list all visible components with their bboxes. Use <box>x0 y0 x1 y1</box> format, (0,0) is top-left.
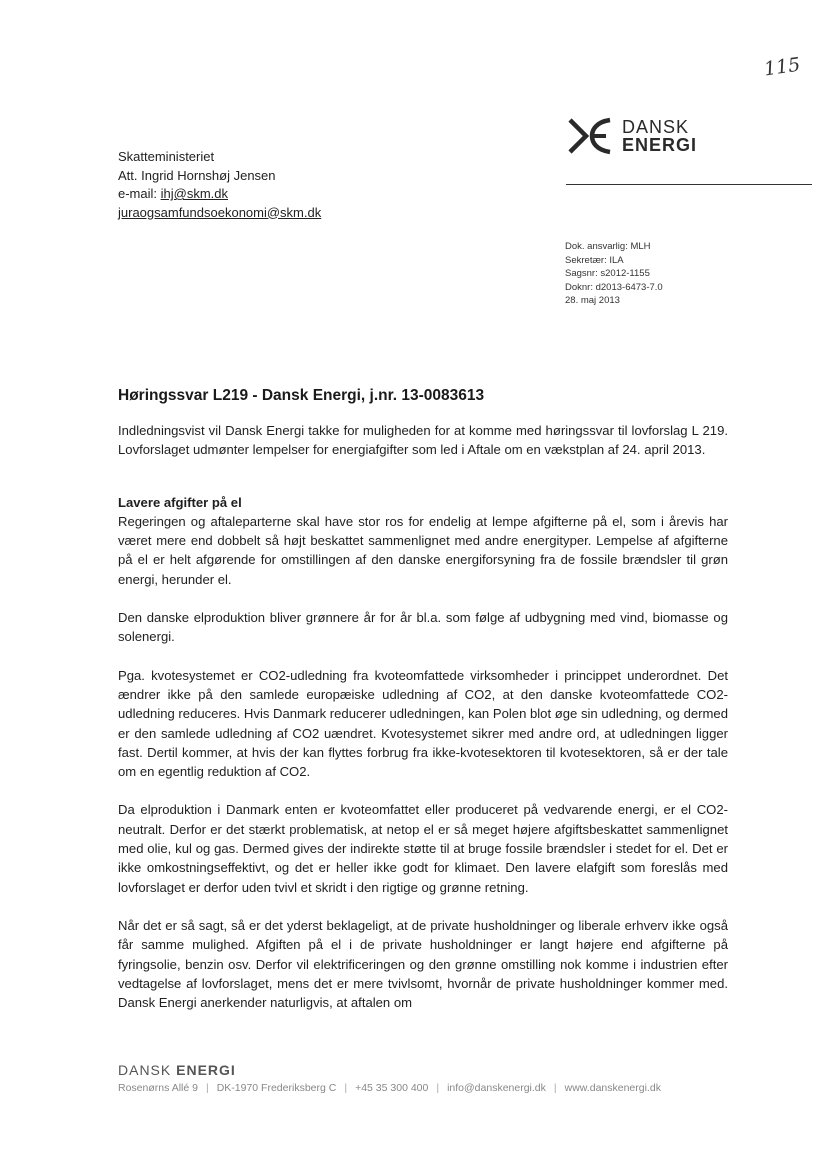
logo-text-line2: ENERGI <box>622 135 698 155</box>
meta-secretary: Sekretær: ILA <box>565 254 624 266</box>
meta-doc-number: Doknr: d2013-6473-7.0 <box>565 281 663 293</box>
footer <box>118 1062 738 1094</box>
meta-date: 28. maj 2013 <box>565 295 620 306</box>
recipient-org: Skatteministeriet <box>118 149 215 164</box>
footer-logo-line1: DANSK <box>118 1062 172 1078</box>
footer-contacts: Rosenørns Allé 9 | DK-1970 Frederiksberg C | +45 35 300 400 | info@danskenergi.dk | www.danskenergi.dk <box>118 1082 661 1094</box>
header-rule <box>566 184 812 185</box>
footer-email-link[interactable]: info@danskenergi.dk <box>447 1082 546 1094</box>
recipient-att: Att. Ingrid Hornshøj Jensen <box>118 167 276 183</box>
body-paragraph: Regeringen og aftaleparterne skal have stor ros for endelig at lempe afgifterne på el, som i årevis har været mere end dobbelt så højt beskattet sammenlignet med andre energityper. Lempelse af afgifterne på el er helt afgørende for omstillingen af den danske energiforsyning fra de fossile brændsler til grøn energi, herunder el. <box>118 513 728 587</box>
email-link-2[interactable]: juraogsamfundsoekonomi@skm.dk <box>118 204 322 220</box>
handwritten-page-number: 115 <box>762 53 802 81</box>
intro-paragraph: Indledningsvist vil Dansk Energi takke for muligheden for at komme med høringssvar til lovforslag L 219. Lovforslaget udmønter lempelser for energiafgifter som led i Aftale om en vækstplan af 24. april 2013. <box>118 423 728 458</box>
email-label: e-mail: <box>118 186 161 201</box>
footer-phone: +45 35 300 400 <box>355 1082 429 1094</box>
footer-logo-line2: ENERGI <box>176 1062 236 1078</box>
recipient-block <box>118 148 321 222</box>
meta-case-number: Sagsnr: s2012-1155 <box>565 268 650 279</box>
section-heading: Lavere afgifter på el <box>118 494 242 510</box>
footer-city: DK-1970 Frederiksberg C <box>216 1082 337 1094</box>
footer-website-link[interactable]: www.danskenergi.dk <box>564 1082 661 1094</box>
footer-logo <box>118 1062 738 1078</box>
document-meta <box>565 240 663 308</box>
document-title: Høringssvar L219 - Dansk Energi, j.nr. 13-0083613 <box>118 387 485 404</box>
meta-responsible: Dok. ansvarlig: MLH <box>565 241 651 252</box>
body-paragraph: Når det er så sagt, så er det yderst beklageligt, at de private husholdninger og liberale erhverv ikke også får samme mulighed. Afgiften på el i de private husholdninger er langt højere end afgifterne på fyringsolie, benzin osv. Derfor vil elektrificeringen og den grønne omstilling nok komme i industrien efter vedtagelse af lovforslaget, mens det er mere tvivlsomt, hvornår de private husholdninger kommer med. Dansk Energi anerkender naturligvis, at aftalen om <box>118 917 728 1011</box>
logo-text-line1: DANSK <box>622 117 690 137</box>
recipient-email-line <box>118 185 321 204</box>
body-paragraph: Da elproduktion i Danmark enten er kvoteomfattet eller produceret på vedvarende energi, er el CO2-neutralt. Derfor er det stærkt problematisk, at netop el er så meget højere afgiftsbeskattet sammenlignet med olie, kul og gas. Dermed gives der indirekte støtte til at bruge fossile brændsler i stedet for el. Det er ikke omkostningseffektivt, og det er heller ikke godt for klimaet. Den lavere elafgift som foreslås med lovforslaget er derfor uden tvivl et skridt i den rigtige og grønne retning. <box>118 802 728 895</box>
body-paragraph: Pga. kvotesystemet er CO2-udledning fra kvoteomfattede virksomheder i princippet underordnet. Det ændrer ikke på den samlede europæiske udledning af CO2, at den danske kvoteomfattede CO2-udledning reduceres. Hvis Danmark reducerer udledningen, kan Polen blot øge sin udledning, og dermed er den samlede udledning af CO2 uændret. Kvotesystemet sikrer med andre ord, at udledningen ligger fast. Dertil kommer, at hvis der kan flyttes forbrug fra ikke-kvotesektoren til kvotesektoren, så er der tale om en egentlig reduktion af CO2. <box>118 667 728 780</box>
dansk-energi-emblem-icon <box>566 116 614 156</box>
body-paragraph: Den danske elproduktion bliver grønnere år for år bl.a. som følge af udbygning med vind, biomasse og solenergi. <box>118 610 728 645</box>
dansk-energi-logo <box>566 116 706 160</box>
footer-address: Rosenørns Allé 9 <box>118 1082 198 1094</box>
letter-body <box>118 421 728 1031</box>
email-link[interactable]: ihj@skm.dk <box>160 186 228 201</box>
